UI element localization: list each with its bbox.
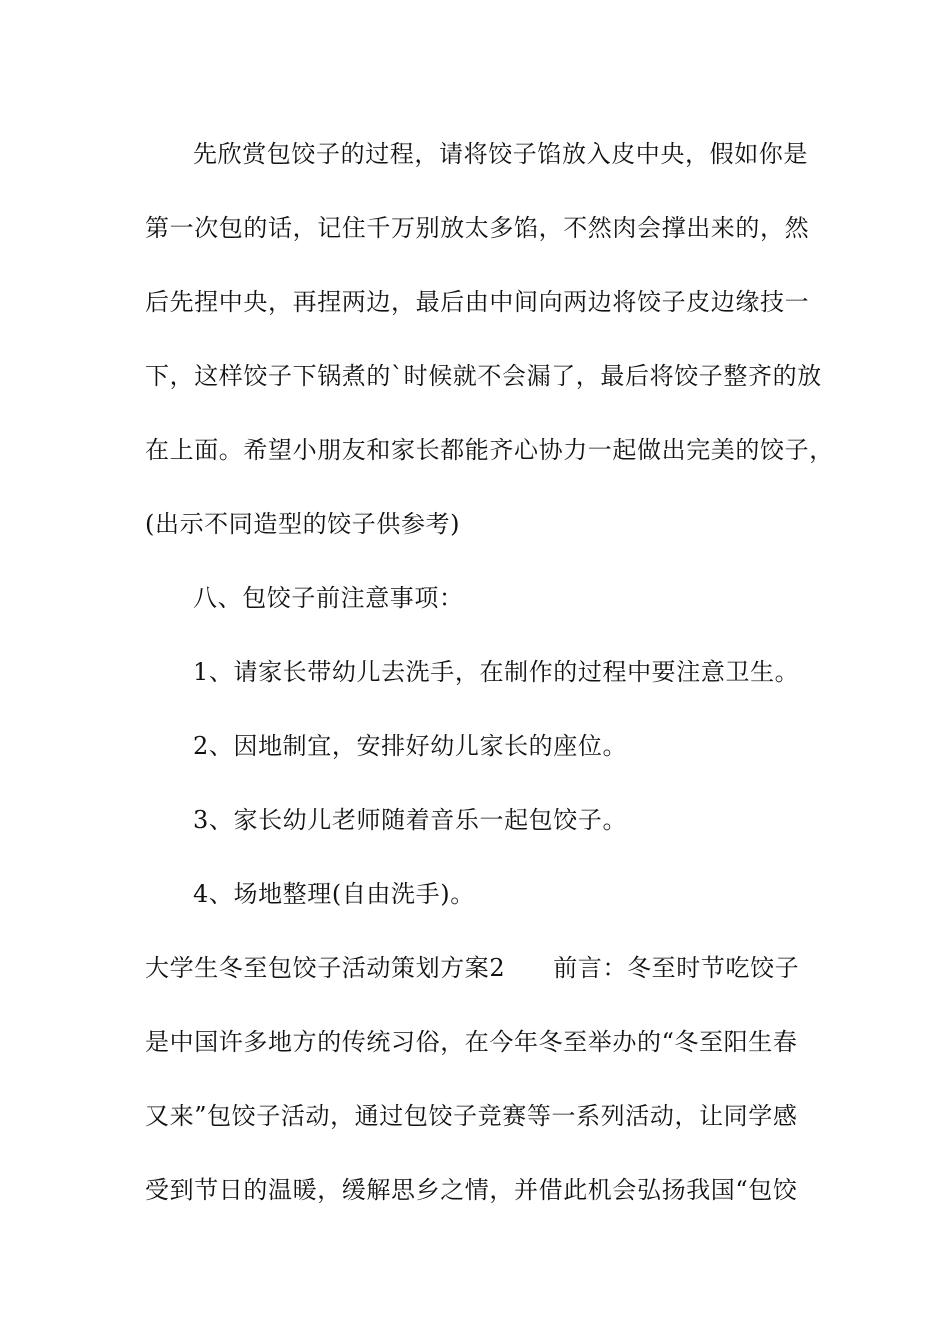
list-item-4: 4、场地整理(自由洗手)。 (193, 880, 475, 908)
section-title-line (145, 953, 815, 983)
paragraph-line-after-1: 是中国许多地方的传统习俗，在今年冬至举办的“冬至阳生春 (145, 1028, 798, 1056)
list-item-1: 1、请家长带幼儿去洗手，在制作的过程中要注意卫生。 (193, 658, 800, 686)
section-title: 大学生冬至包饺子活动策划方案2 (145, 954, 506, 982)
paragraph-line-2: 第一次包的话，记住千万别放太多馅，不然肉会撑出来的，然 (145, 214, 810, 242)
paragraph-line-5: 在上面。希望小朋友和家长都能齐心协力一起做出完美的饺子， (145, 436, 834, 464)
paragraph-line-1: 先欣赏包饺子的过程，请将饺子馅放入皮中央，假如你是 (193, 140, 808, 168)
paragraph-line-after-2: 又来”包饺子活动，通过包饺子竞赛等一系列活动，让同学感 (145, 1102, 798, 1130)
list-item-2: 2、因地制宜，安排好幼儿家长的座位。 (193, 732, 628, 760)
paragraph-line-after-3: 受到节日的温暖，缓解思乡之情，并借此机会弘扬我国“包饺 (145, 1176, 798, 1204)
paragraph-line-6: (出示不同造型的饺子供参考) (145, 510, 461, 538)
paragraph-line-4: 下，这样饺子下锅煮的`时候就不会漏了，最后将饺子整齐的放 (145, 362, 822, 390)
paragraph-line-3: 后先捏中央，再捏两边，最后由中间向两边将饺子皮边缘技一 (145, 288, 810, 316)
section-heading-8: 八、包饺子前注意事项： (193, 584, 464, 612)
list-item-3: 3、家长幼儿老师随着音乐一起包饺子。 (193, 806, 628, 834)
preface-start: 前言：冬至时节吃饺子 (553, 954, 800, 982)
